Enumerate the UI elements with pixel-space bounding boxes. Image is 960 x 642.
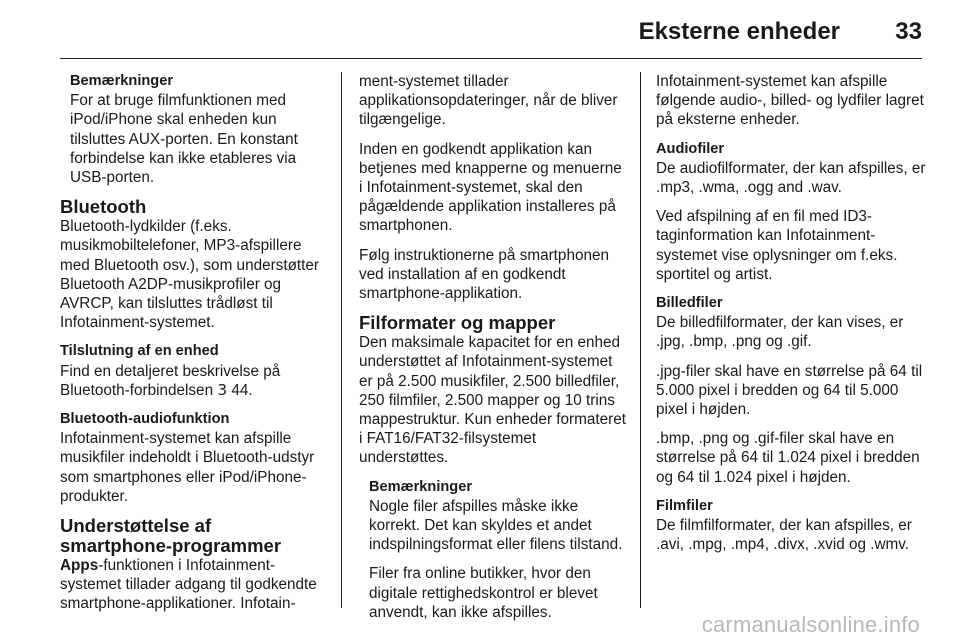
apps-paragraph-3: Følg instruktionerne på smartphonen ved installation af en godkendt smartphone-applikation.	[359, 246, 609, 303]
image-files-paragraph-2: .jpg-filer skal have en størrelse på 64 til 5.000 pixel i bredden og 64 til 5.000 pixel i højden.	[656, 362, 923, 419]
movie-files-paragraph-1: De filmfilformater, der kan afspilles, er .avi, .mpg, .mp4, .divx, .xvid og .wmv.	[656, 517, 912, 554]
connect-text: Find en detaljeret beskrivelse på Bluetooth-forbindelsen 3 44.	[60, 362, 281, 399]
apps-paragraph-2: Inden en godkendt applikation kan betjenes med knapperne og menuerne i Infotainment-systemet, skal den pågældende applikation installeres på smartphonen.	[359, 140, 622, 235]
header-divider	[60, 58, 922, 59]
note-text: For at bruge filmfunktionen med iPod/iPhone skal enheden kun tilsluttes AUX-porten. En konstant forbindelse kan ikke etableres via USB-porten.	[70, 92, 298, 187]
audio-text: Infotainment-systemet kan afspille musikfiler indeholdt i Bluetooth-udstyr som smartphones eller iPod/iPhone-produkter.	[60, 430, 315, 505]
image-files-paragraph-1: De billedfilformater, der kan vises, er .jpg, .bmp, .png og .gif.	[656, 314, 904, 351]
formats-text: Den maksimale kapacitet for en enhed understøttet af Infotainment-systemet er på 2.500 musikfiler, 2.500 billedfiler, 250 filmfiler, 2.500 mapper og 10 trins mappestruktur. Kun enheder formateret i FAT16/FAT32-filsystemet understøttes.	[359, 334, 626, 467]
subheading-connect: Tilslutning af en enhed	[60, 343, 219, 360]
column-2	[359, 72, 627, 632]
watermark: carmanualsonline.info	[701, 612, 920, 637]
page-number: 33	[895, 18, 922, 45]
audio-files-paragraph-1: De audiofilformater, der kan afspilles, er .mp3, .wma, .ogg and .wav.	[656, 159, 926, 197]
note-paragraph-1: Nogle filer afspilles måske ikke korrekt. Det kan skyldes et andet indspilningsformat eller filens tilstand.	[369, 497, 623, 554]
column-divider-2	[640, 72, 641, 608]
section-heading-formats: Filformater og mapper	[359, 312, 556, 334]
note-heading: Bemærkninger	[70, 73, 173, 89]
subheading-audio: Bluetooth-audiofunktion	[60, 411, 230, 428]
note-paragraph-2: Filer fra online butikker, hvor den digitale rettighedskontrol er blevet anvendt, kan ikke afspilles.	[369, 565, 598, 621]
subheading-image-files: Billedfiler	[656, 295, 723, 312]
column-1	[60, 72, 328, 614]
section-heading-bluetooth: Bluetooth	[60, 196, 147, 218]
intro-text: Infotainment-systemet kan afspille følgende audio-, billed- og lydfiler lagret på eksterne enheder.	[656, 73, 924, 129]
bluetooth-text: Bluetooth-lydkilder (f.eks. musikmobiltelefoner, MP3-afspillere med Bluetooth osv.), som understøtter Bluetooth A2DP-musikprofiler og AVRCP, kan tilsluttes trådløst til Infotainment-systemet.	[60, 218, 320, 332]
column-3	[656, 72, 926, 564]
apps-continued: ment-systemet tillader applikationsopdateringer, når de bliver tilgængelige.	[359, 73, 618, 129]
apps-keyword: Apps	[60, 557, 99, 575]
apps-text: Apps-funktionen i Infotainment-systemet tillader adgang til godkendte smartphone-applikationer. Infotain-	[60, 557, 317, 613]
subheading-movie-files: Filmfiler	[656, 497, 713, 514]
subheading-audio-files: Audiofiler	[656, 140, 725, 157]
column-divider-1	[341, 72, 342, 608]
note-heading-2: Bemærkninger	[369, 478, 472, 495]
section-heading-apps: Understøttelse af smartphone-programmer	[60, 515, 282, 557]
page-ref-arrow-icon: 3	[217, 380, 228, 399]
audio-files-paragraph-2: Ved afspilning af en fil med ID3-taginformation kan Infotainment-systemet vise oplysninger om f.eks. sportitel og artist.	[656, 208, 898, 283]
page-title: Eksterne enheder	[638, 18, 840, 45]
image-files-paragraph-3: .bmp, .png og .gif-filer skal have en størrelse på 64 til 1.024 pixel i bredden og 64 til 1.024 pixel i højden.	[656, 430, 920, 486]
note-box	[70, 72, 328, 187]
note-box-2	[369, 478, 627, 622]
page-ref-link[interactable]: 44.	[231, 381, 253, 399]
